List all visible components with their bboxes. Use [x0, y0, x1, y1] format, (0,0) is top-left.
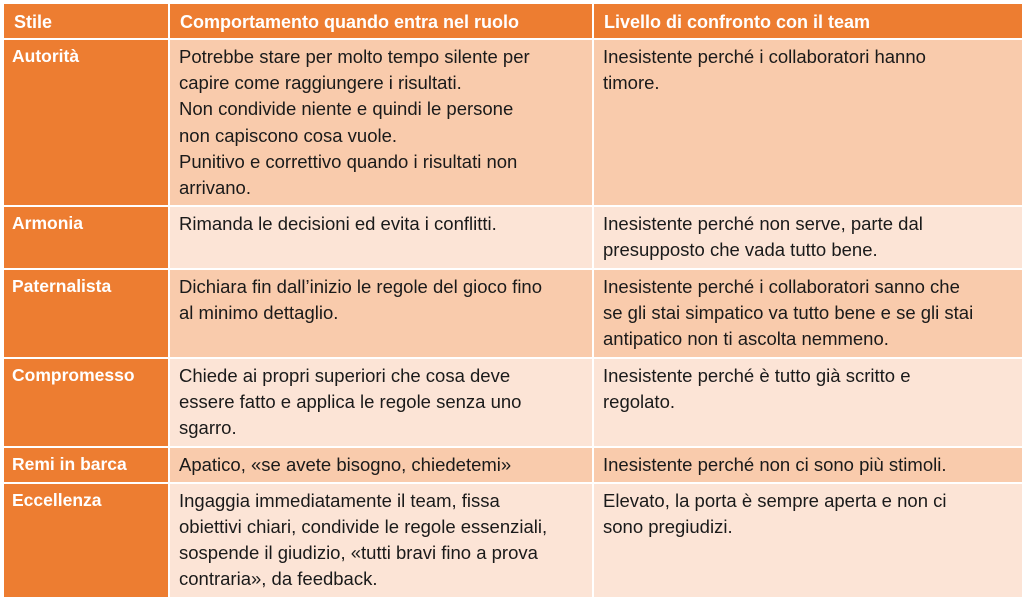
stile-cell: Remi in barca [3, 447, 169, 483]
stile-cell: Paternalista [3, 269, 169, 358]
comportamento-cell: Chiede ai propri superiori che cosa deve essere fatto e applica le regole senza uno sgarro. [169, 358, 593, 447]
confronto-cell: Inesistente perché i collaboratori sanno che se gli stai simpatico va tutto bene e se gli stai antipatico non ti ascolta nemmeno. [593, 269, 1023, 358]
confronto-cell: Inesistente perché non ci sono più stimoli. [593, 447, 1023, 483]
header-comportamento: Comportamento quando entra nel ruolo [169, 3, 593, 39]
confronto-cell: Inesistente perché è tutto già scritto e regolato. [593, 358, 1023, 447]
table-row [3, 483, 1023, 598]
comportamento-cell: Rimanda le decisioni ed evita i conflitti. [169, 206, 593, 268]
confronto-cell: Inesistente perché i collaboratori hanno timore. [593, 39, 1023, 206]
table-row [3, 206, 1023, 268]
table-row [3, 447, 1023, 483]
stile-cell: Compromesso [3, 358, 169, 447]
confronto-cell: Elevato, la porta è sempre aperta e non ci sono pregiudizi. [593, 483, 1023, 598]
table-row [3, 269, 1023, 358]
comportamento-cell: Dichiara fin dall’inizio le regole del gioco fino al minimo dettaglio. [169, 269, 593, 358]
stile-cell: Armonia [3, 206, 169, 268]
stile-cell: Eccellenza [3, 483, 169, 598]
comportamento-cell: Potrebbe stare per molto tempo silente per capire come raggiungere i risultati. Non condivide niente e quindi le persone non capiscono cosa vuole. Punitivo e correttivo quando i risultati non arrivano. [169, 39, 593, 206]
confronto-cell: Inesistente perché non serve, parte dal presupposto che vada tutto bene. [593, 206, 1023, 268]
header-row [3, 3, 1023, 39]
leadership-styles-table [2, 2, 1024, 599]
header-confronto: Livello di confronto con il team [593, 3, 1023, 39]
leadership-styles-table-container [2, 2, 1022, 599]
table-row [3, 39, 1023, 206]
stile-cell: Autorità [3, 39, 169, 206]
table-row [3, 358, 1023, 447]
comportamento-cell: Apatico, «se avete bisogno, chiedetemi» [169, 447, 593, 483]
header-stile: Stile [3, 3, 169, 39]
comportamento-cell: Ingaggia immediatamente il team, fissa obiettivi chiari, condivide le regole essenziali, sospende il giudizio, «tutti bravi fino a prova contraria», da feedback. [169, 483, 593, 598]
